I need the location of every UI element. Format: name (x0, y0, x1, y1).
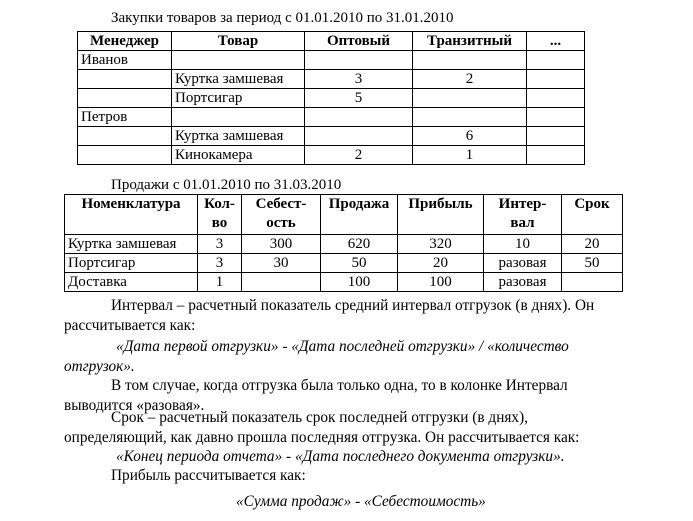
cell (562, 273, 623, 292)
table-row (78, 51, 585, 70)
cell: Куртка замшевая (172, 70, 305, 89)
sales-table (64, 194, 623, 292)
formula-term: «Конец периода отчета» - «Дата последнего документа отгрузки». (116, 448, 565, 465)
cell (527, 70, 585, 89)
col-header-cost: Себест- ость (242, 195, 321, 235)
purchases-table (77, 31, 585, 165)
col-header-wholesale: Оптовый (305, 32, 413, 51)
cell (413, 108, 527, 127)
cell: разовая (484, 254, 562, 273)
cell: разовая (484, 273, 562, 292)
cell (527, 146, 585, 165)
cell (78, 70, 172, 89)
paragraph-profit: Прибыль рассчитывается как: (111, 467, 306, 484)
cell: Иванов (78, 51, 172, 70)
table-row (78, 146, 585, 165)
cell (78, 127, 172, 146)
paragraph-interval (64, 296, 630, 335)
cell (527, 89, 585, 108)
cell (305, 51, 413, 70)
col-header-more: ... (527, 32, 585, 51)
purchases-caption: Закупки товаров за период с 01.01.2010 по 31.01.2010 (111, 10, 454, 26)
formula-profit: «Сумма продаж» - «Себестоимость» (236, 493, 486, 510)
col-header-quantity: Кол- во (198, 195, 242, 235)
table-row (65, 235, 623, 254)
col-header-profit: Прибыль (398, 195, 484, 235)
cell: Портсигар (65, 254, 198, 273)
cell (413, 51, 527, 70)
col-header-sale: Продажа (321, 195, 398, 235)
cell: 20 (398, 254, 484, 273)
cell: 2 (413, 70, 527, 89)
cell: 3 (198, 235, 242, 254)
cell: 6 (413, 127, 527, 146)
table-row (65, 273, 623, 292)
cell: 620 (321, 235, 398, 254)
table-row (78, 108, 585, 127)
cell: 3 (305, 70, 413, 89)
text-line: определяющий, как давно прошла последняя отгрузка. Он рассчитывается как: (64, 428, 580, 446)
col-header-term: Срок (562, 195, 623, 235)
col-header-product: Товар (172, 32, 305, 51)
cell (172, 51, 305, 70)
col-header-nomenclature: Номенклатура (65, 195, 198, 235)
cell (413, 89, 527, 108)
cell (78, 146, 172, 165)
text-line: В том случае, когда отгрузка была только одна, то в колонке Интервал (111, 377, 568, 394)
cell (242, 273, 321, 292)
cell: 3 (198, 254, 242, 273)
text-line: отгрузок». (64, 357, 135, 375)
text-line: выводится «разовая». (64, 396, 205, 414)
cell: 1 (413, 146, 527, 165)
cell: 100 (398, 273, 484, 292)
cell: 100 (321, 273, 398, 292)
cell (527, 51, 585, 70)
cell: 10 (484, 235, 562, 254)
cell: 300 (242, 235, 321, 254)
cell: Петров (78, 108, 172, 127)
cell: Кинокамера (172, 146, 305, 165)
cell: 5 (305, 89, 413, 108)
cell (527, 108, 585, 127)
cell: 320 (398, 235, 484, 254)
cell (305, 108, 413, 127)
col-header-transit: Транзитный (413, 32, 527, 51)
table-row (78, 127, 585, 146)
text-line: Срок – расчетный показатель срок последней отгрузки (в днях), (111, 409, 528, 426)
text-line: Интервал – расчетный показатель средний интервал отгрузок (в днях). Он (111, 297, 595, 314)
sales-caption: Продажи с 01.01.2010 по 31.03.2010 (111, 177, 342, 193)
table-row (78, 89, 585, 108)
cell: 1 (198, 273, 242, 292)
formula-interval (64, 337, 630, 376)
cell: Портсигар (172, 89, 305, 108)
text-line: рассчитывается как: (64, 316, 196, 334)
text-line: «Дата первой отгрузки» - «Дата последней отгрузки» / «количество (116, 338, 569, 355)
table-row (65, 254, 623, 273)
cell (172, 108, 305, 127)
cell: 30 (242, 254, 321, 273)
cell: Доставка (65, 273, 198, 292)
col-header-manager: Менеджер (78, 32, 172, 51)
col-header-interval: Интер- вал (484, 195, 562, 235)
cell (78, 89, 172, 108)
cell: Куртка замшевая (172, 127, 305, 146)
table-row (78, 70, 585, 89)
cell: Куртка замшевая (65, 235, 198, 254)
paragraph-term (64, 408, 630, 447)
cell: 2 (305, 146, 413, 165)
cell: 20 (562, 235, 623, 254)
cell (527, 127, 585, 146)
cell (305, 127, 413, 146)
cell: 50 (562, 254, 623, 273)
cell: 50 (321, 254, 398, 273)
